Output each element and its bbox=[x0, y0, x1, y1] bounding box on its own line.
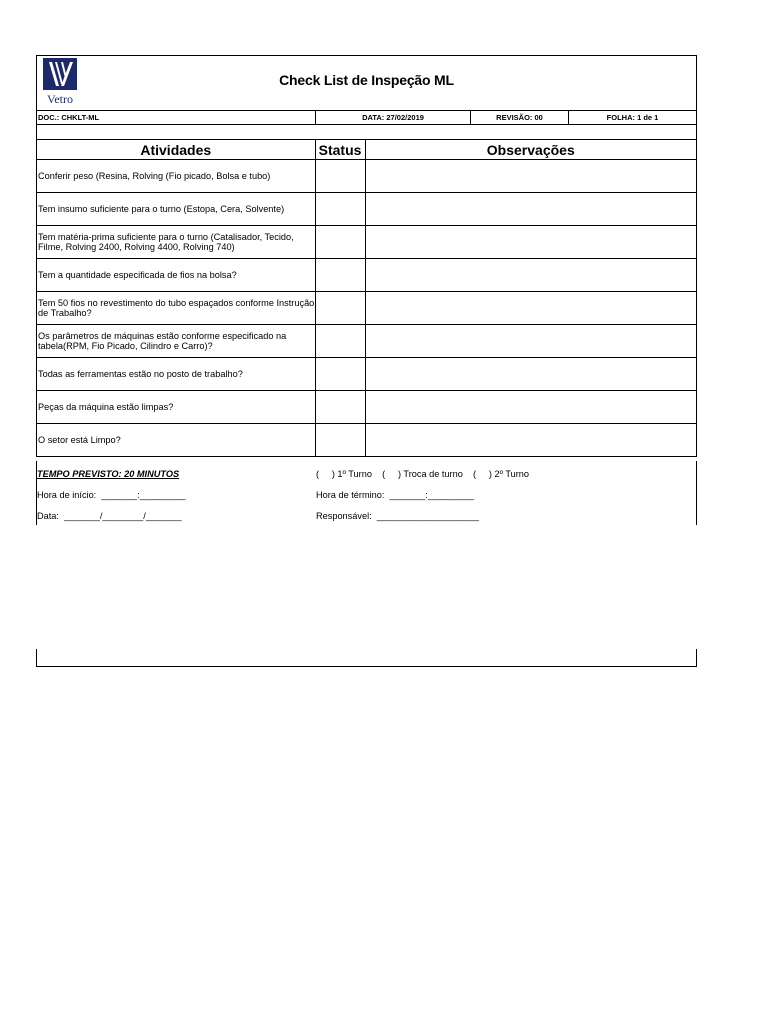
observation-cell[interactable] bbox=[365, 391, 696, 424]
doc-sheet-number: FOLHA: 1 de 1 bbox=[568, 110, 697, 125]
page-title: Check List de Inspeção ML bbox=[279, 72, 454, 88]
table-row bbox=[37, 160, 697, 193]
status-cell[interactable] bbox=[315, 226, 365, 259]
end-time-field[interactable]: Hora de término: _______:_________ bbox=[316, 490, 474, 500]
status-cell[interactable] bbox=[315, 160, 365, 193]
table-row bbox=[37, 391, 697, 424]
observation-cell[interactable] bbox=[365, 292, 696, 325]
status-cell[interactable] bbox=[315, 358, 365, 391]
footer-section bbox=[36, 461, 697, 525]
status-cell[interactable] bbox=[315, 391, 365, 424]
column-header-observations: Observações bbox=[365, 140, 696, 160]
activity-cell: Tem matéria-prima suficiente para o turno (Catalisador, Tecido, Filme, Rolving 2400, Rolving 4400, Rolving 740) bbox=[37, 226, 316, 259]
doc-revision: REVISÃO: 00 bbox=[470, 110, 569, 125]
document-info-row bbox=[36, 110, 697, 125]
doc-date: DATA: 27/02/2019 bbox=[315, 110, 471, 125]
activity-cell: Conferir peso (Resina, Rolving (Fio picado, Bolsa e tubo) bbox=[37, 160, 316, 193]
status-cell[interactable] bbox=[315, 424, 365, 457]
shift-options[interactable]: ( ) 1º Turno ( ) Troca de turno ( ) 2º Turno bbox=[316, 469, 529, 479]
activity-cell: Todas as ferramentas estão no posto de trabalho? bbox=[37, 358, 316, 391]
observation-cell[interactable] bbox=[365, 358, 696, 391]
status-cell[interactable] bbox=[315, 292, 365, 325]
observation-cell[interactable] bbox=[365, 226, 696, 259]
table-row bbox=[37, 358, 697, 391]
table-row bbox=[37, 292, 697, 325]
start-time-field[interactable]: Hora de início: _______:_________ bbox=[37, 490, 186, 500]
activity-cell: Tem insumo suficiente para o turno (Estopa, Cera, Solvente) bbox=[37, 193, 316, 226]
table-row bbox=[37, 325, 697, 358]
observation-cell[interactable] bbox=[365, 424, 696, 457]
spacer-row bbox=[36, 124, 697, 139]
status-cell[interactable] bbox=[315, 193, 365, 226]
observation-cell[interactable] bbox=[365, 259, 696, 292]
page-bottom-border bbox=[36, 649, 697, 667]
header-title-box bbox=[36, 55, 697, 111]
table-row bbox=[37, 259, 697, 292]
activity-cell: Os parâmetros de máquinas estão conforme especificado na tabela(RPM, Fio Picado, Cilindro e Carro)? bbox=[37, 325, 316, 358]
date-field[interactable]: Data: _______/________/_______ bbox=[37, 511, 182, 521]
observation-cell[interactable] bbox=[365, 325, 696, 358]
responsible-field[interactable]: Responsável: ____________________ bbox=[316, 511, 479, 521]
table-row bbox=[37, 193, 697, 226]
checklist-table bbox=[36, 139, 697, 457]
observation-cell[interactable] bbox=[365, 160, 696, 193]
doc-code: DOC.: CHKLT-ML bbox=[36, 110, 316, 125]
status-cell[interactable] bbox=[315, 259, 365, 292]
activity-cell: Tem a quantidade especificada de fios na bolsa? bbox=[37, 259, 316, 292]
activity-cell: Tem 50 fios no revestimento do tubo espaçados conforme Instrução de Trabalho? bbox=[37, 292, 316, 325]
table-header-row bbox=[37, 140, 697, 160]
column-header-status: Status bbox=[315, 140, 365, 160]
table-row bbox=[37, 424, 697, 457]
column-header-activities: Atividades bbox=[37, 140, 316, 160]
time-planned-label: TEMPO PREVISTO: 20 MINUTOS bbox=[37, 469, 180, 479]
observation-cell[interactable] bbox=[365, 193, 696, 226]
activity-cell: O setor está Limpo? bbox=[37, 424, 316, 457]
activity-cell: Peças da máquina estão limpas? bbox=[37, 391, 316, 424]
logo-wordmark: Vetro bbox=[47, 92, 73, 106]
status-cell[interactable] bbox=[315, 325, 365, 358]
table-row bbox=[37, 226, 697, 259]
